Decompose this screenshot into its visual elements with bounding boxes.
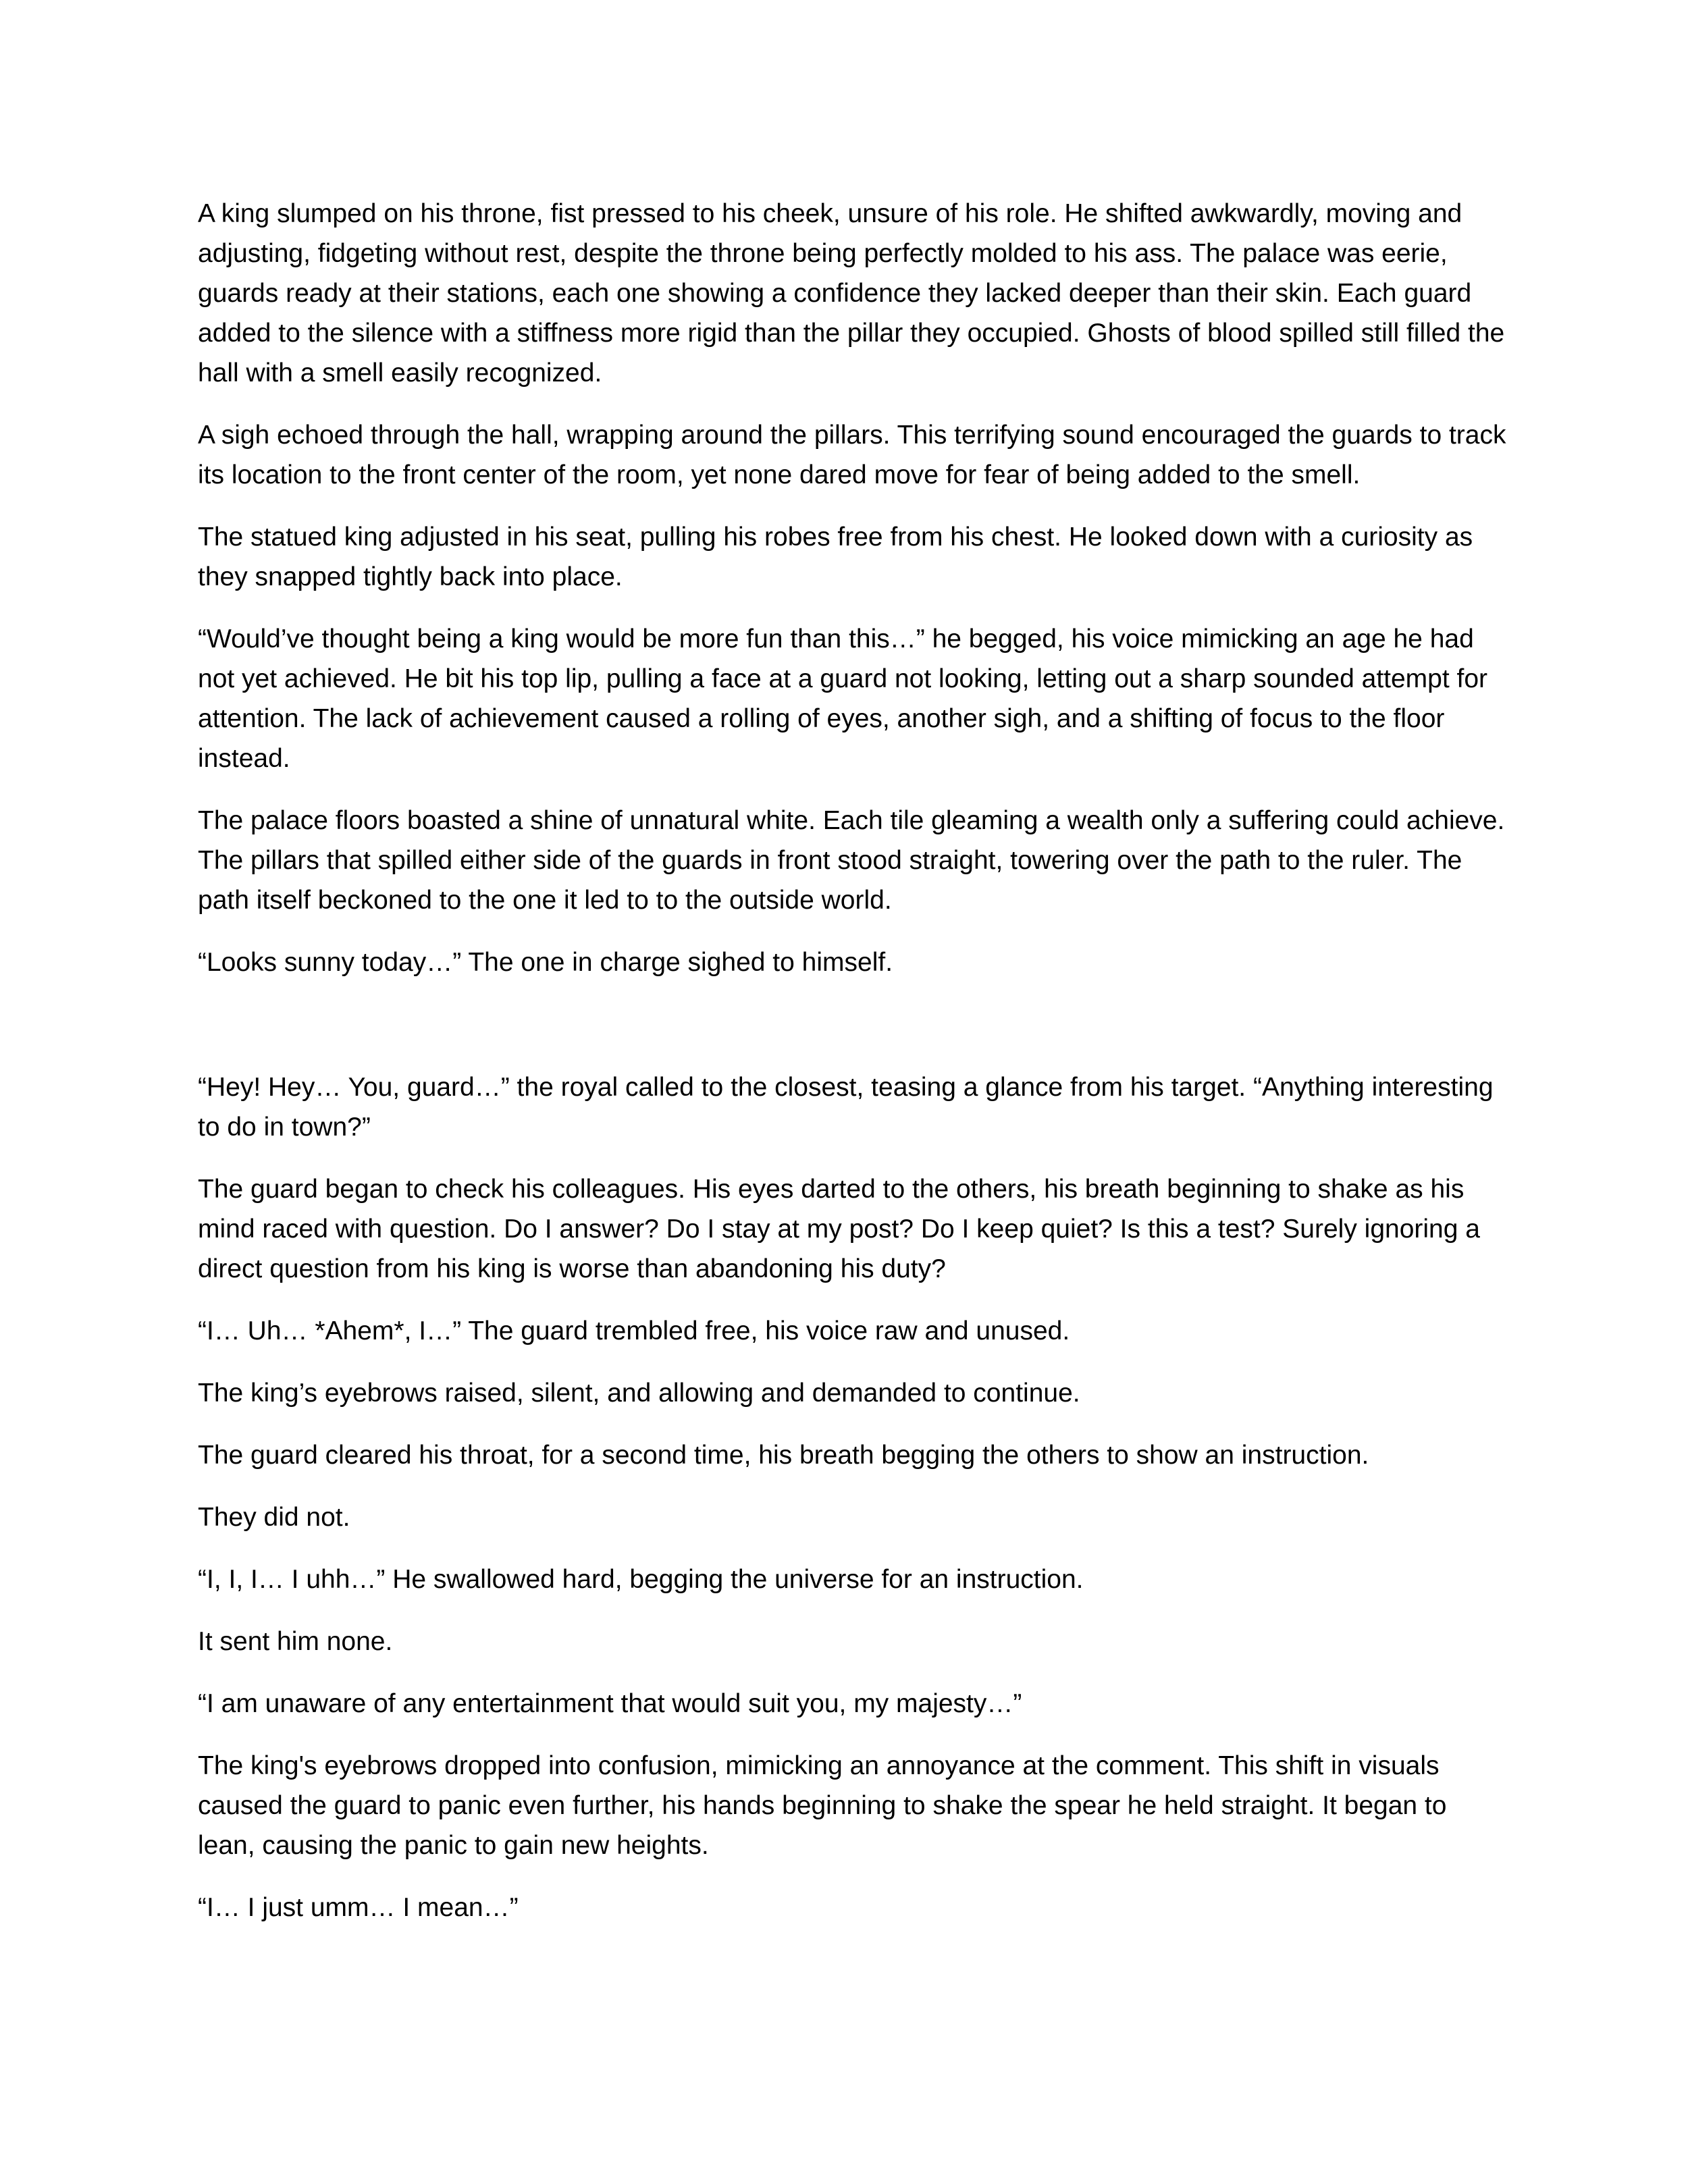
paragraph: The king’s eyebrows raised, silent, and allowing and demanded to continue. <box>198 1379 1080 1408</box>
section-break <box>198 1005 1508 1067</box>
paragraph: The king's eyebrows dropped into confusion, mimicking an annoyance at the comment. This shift in visuals caused the guard to panic even further, his hands beginning to shake the spear he held straight. It began to lean, causing the panic to gain new heights. <box>198 1751 1447 1860</box>
paragraph: The statued king adjusted in his seat, pulling his robes free from his chest. He looked down with a curiosity as they snapped tightly back into place. <box>198 523 1473 591</box>
paragraph: They did not. <box>198 1503 350 1532</box>
paragraph: “I am unaware of any entertainment that would suit you, my majesty…” <box>198 1689 1022 1718</box>
paragraph: “Would’ve thought being a king would be more fun than this…” he begged, his voice mimicking an age he had not yet achieved. He bit his top lip, pulling a face at a guard not looking, letting out a sharp sounded attempt for attention. The lack of achievement caused a rolling of eyes, another sigh, and a shifting of focus to the floor instead. <box>198 624 1488 773</box>
paragraph: “I, I, I… I uhh…” He swallowed hard, begging the universe for an instruction. <box>198 1565 1084 1594</box>
paragraph: The guard began to check his colleagues. His eyes darted to the others, his breath beginning to shake as his mind raced with question. Do I answer? Do I stay at my post? Do I keep quiet? Is this a test? Surely ignoring a direct question from his king is worse than abandoning his duty? <box>198 1175 1480 1283</box>
paragraph: “I… Uh… *Ahem*, I…” The guard trembled free, his voice raw and unused. <box>198 1316 1070 1346</box>
paragraph: It sent him none. <box>198 1627 393 1656</box>
paragraph: “Hey! Hey… You, guard…” the royal called to the closest, teasing a glance from his target. “Anything interesting to do in town?” <box>198 1073 1494 1142</box>
document-body <box>198 194 1508 1950</box>
paragraph: “I… I just umm… I mean…” <box>198 1893 519 1922</box>
paragraph: A sigh echoed through the hall, wrapping around the pillars. This terrifying sound encouraged the guards to track its location to the front center of the room, yet none dared move for fear of being added to the smell. <box>198 421 1506 489</box>
paragraph: A king slumped on his throne, fist pressed to his cheek, unsure of his role. He shifted awkwardly, moving and adjusting, fidgeting without rest, despite the throne being perfectly molded to his ass. The palace was eerie, guards ready at their stations, each one showing a confidence they lacked deeper than their skin. Each guard added to the silence with a stiffness more rigid than the pillar they occupied. Ghosts of blood spilled still filled the hall with a smell easily recognized. <box>198 199 1505 388</box>
paragraph: The palace floors boasted a shine of unnatural white. Each tile gleaming a wealth only a suffering could achieve. The pillars that spilled either side of the guards in front stood straight, towering over the path to the ruler. The path itself beckoned to the one it led to to the outside world. <box>198 806 1505 915</box>
paragraph: The guard cleared his throat, for a second time, his breath begging the others to show an instruction. <box>198 1441 1369 1470</box>
paragraph: “Looks sunny today…” The one in charge sighed to himself. <box>198 948 893 977</box>
